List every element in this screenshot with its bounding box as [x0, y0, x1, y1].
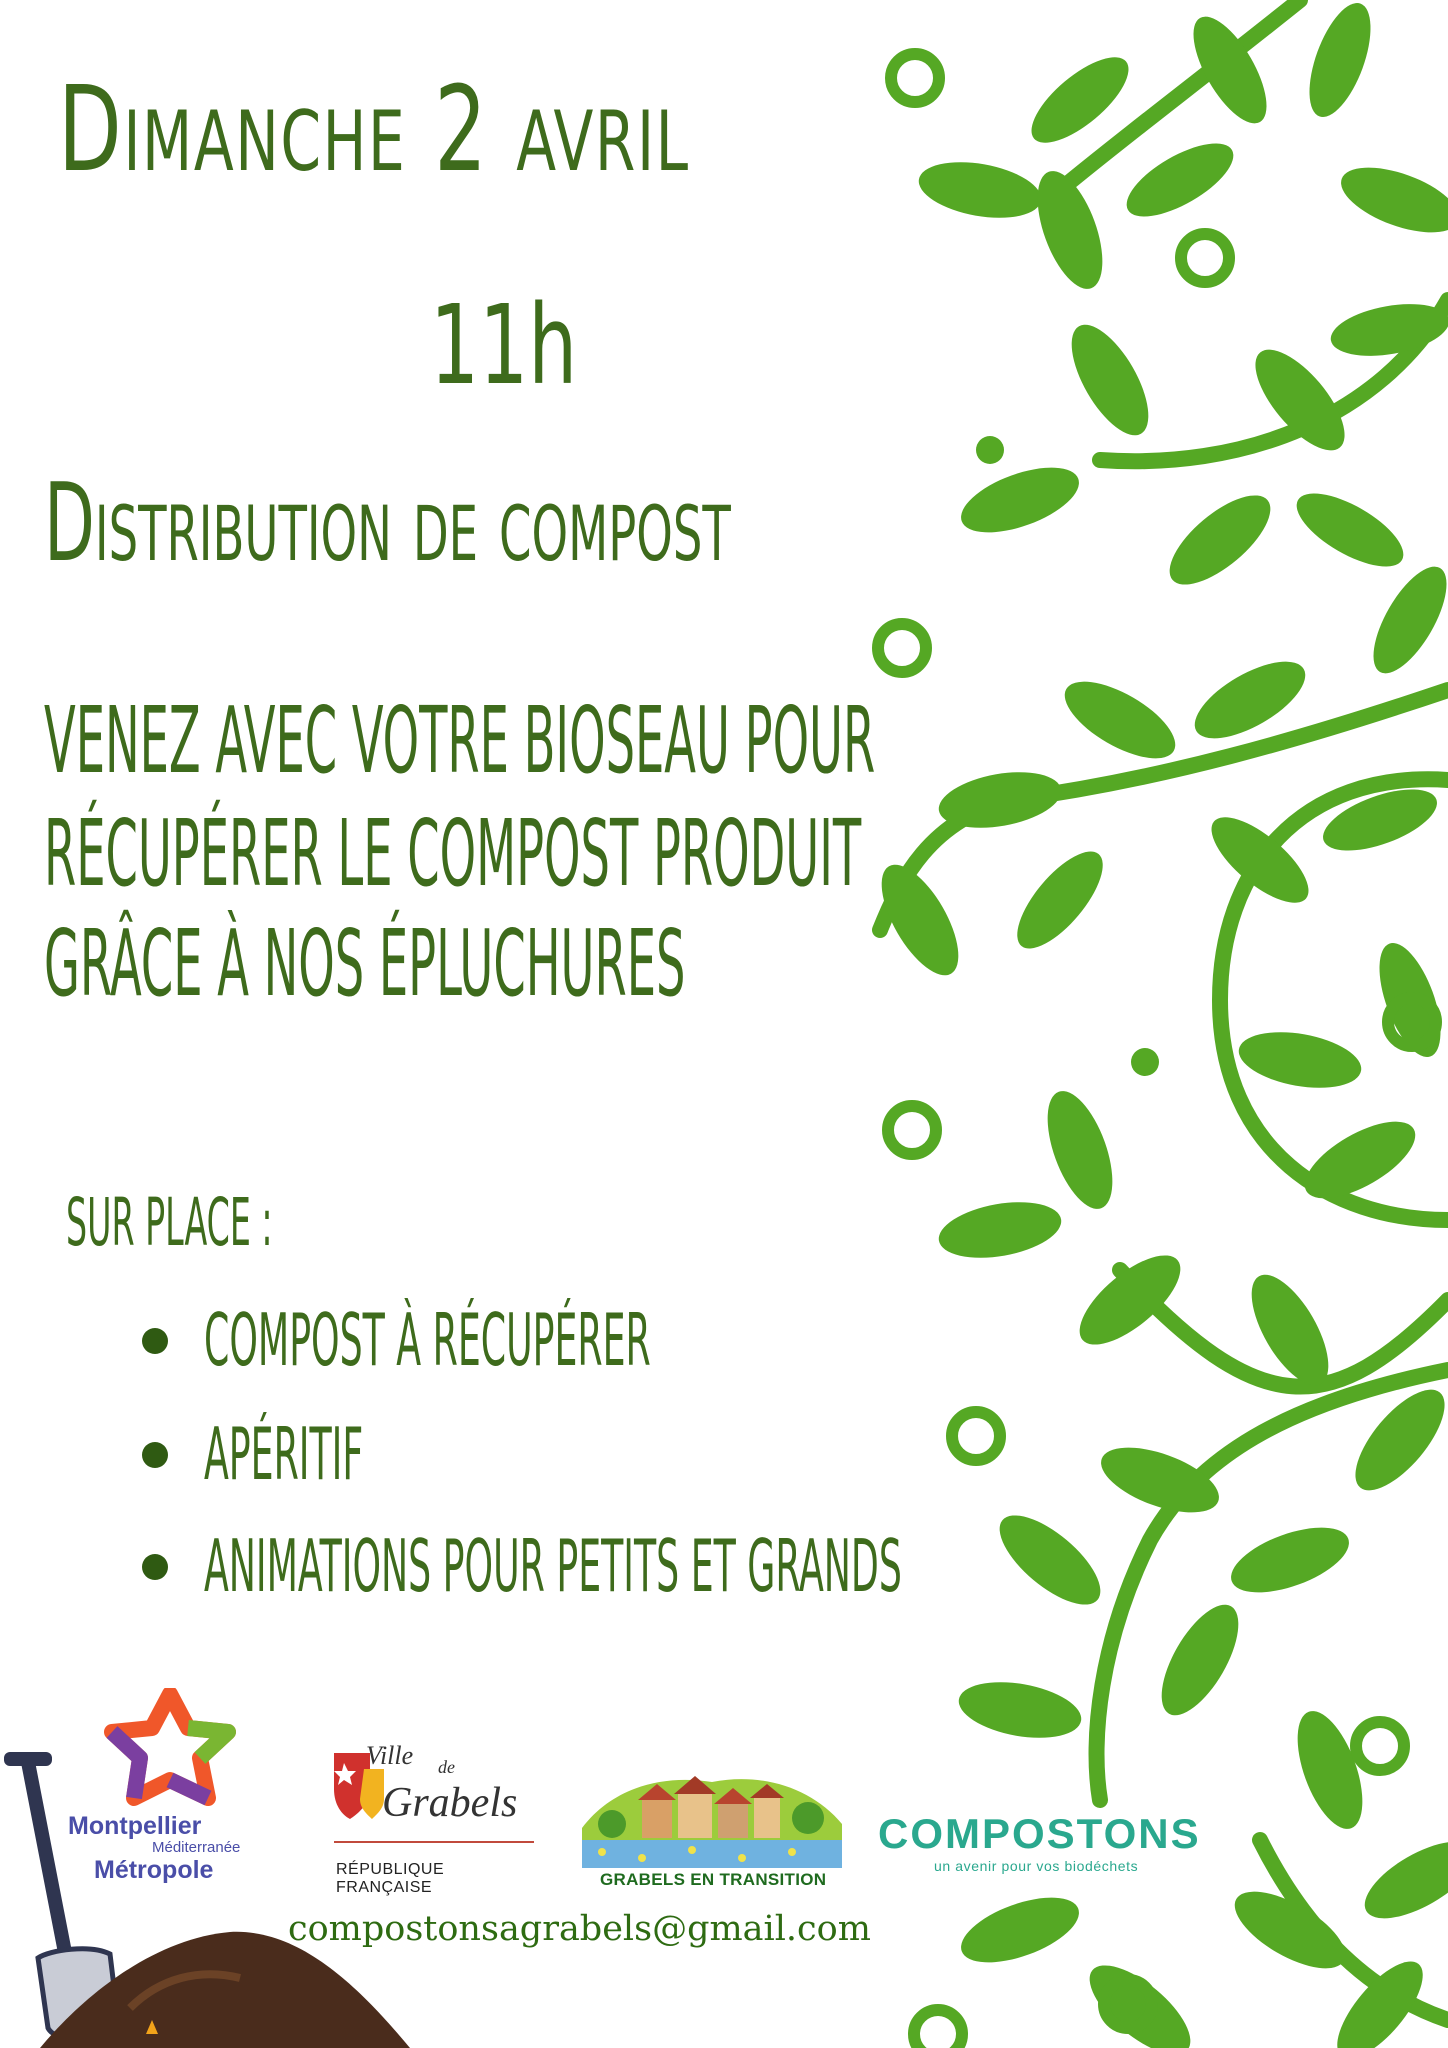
metropole-text: Métropole	[94, 1856, 214, 1884]
de-text: de	[438, 1757, 455, 1777]
mediterranee-text: Méditerranée	[152, 1839, 241, 1856]
bullet-icon	[142, 1442, 168, 1468]
onsite-label: SUR PLACE :	[66, 1184, 273, 1261]
montpellier-logo	[64, 1688, 284, 1888]
event-date: Dimanche 2 avril	[58, 60, 690, 198]
montpellier-text: Montpellier	[68, 1812, 202, 1840]
event-title: Distribution de compost	[44, 461, 731, 586]
village-illustration-icon	[582, 1758, 842, 1868]
contact-email[interactable]: compostonsagrabels@gmail.com	[288, 1909, 871, 1949]
intro-line: GRÂCE À NOS ÉPLUCHURES	[44, 910, 686, 1017]
transition-text: GRABELS EN TRANSITION	[600, 1870, 827, 1889]
compostons-text: COMPOSTONS	[878, 1810, 1201, 1857]
intro-line: RÉCUPÉRER LE COMPOST PRODUIT	[44, 800, 862, 907]
event-time: 11h	[430, 281, 578, 409]
bullet-icon	[142, 1328, 168, 1354]
list-item: APÉRITIF	[204, 1412, 364, 1496]
list-item: ANIMATIONS POUR PETITS ET GRANDS	[204, 1524, 902, 1608]
bullet-icon	[142, 1554, 168, 1580]
intro-line: VENEZ AVEC VOTRE BIOSEAU POUR	[44, 687, 876, 794]
grabels-text: Grabels	[382, 1780, 518, 1826]
compostons-logo	[872, 1810, 1212, 1880]
divider	[334, 1841, 534, 1843]
ville-text: Ville	[366, 1741, 414, 1770]
grabels-transition-logo	[582, 1758, 842, 1890]
grabels-logo	[330, 1735, 540, 1896]
list-item: COMPOST À RÉCUPÉRER	[204, 1298, 651, 1382]
republique-text: RÉPUBLIQUE FRANÇAISE	[336, 1861, 445, 1896]
compostons-tagline: un avenir pour vos biodéchets	[934, 1858, 1139, 1874]
star-logo-icon	[64, 1688, 284, 1808]
